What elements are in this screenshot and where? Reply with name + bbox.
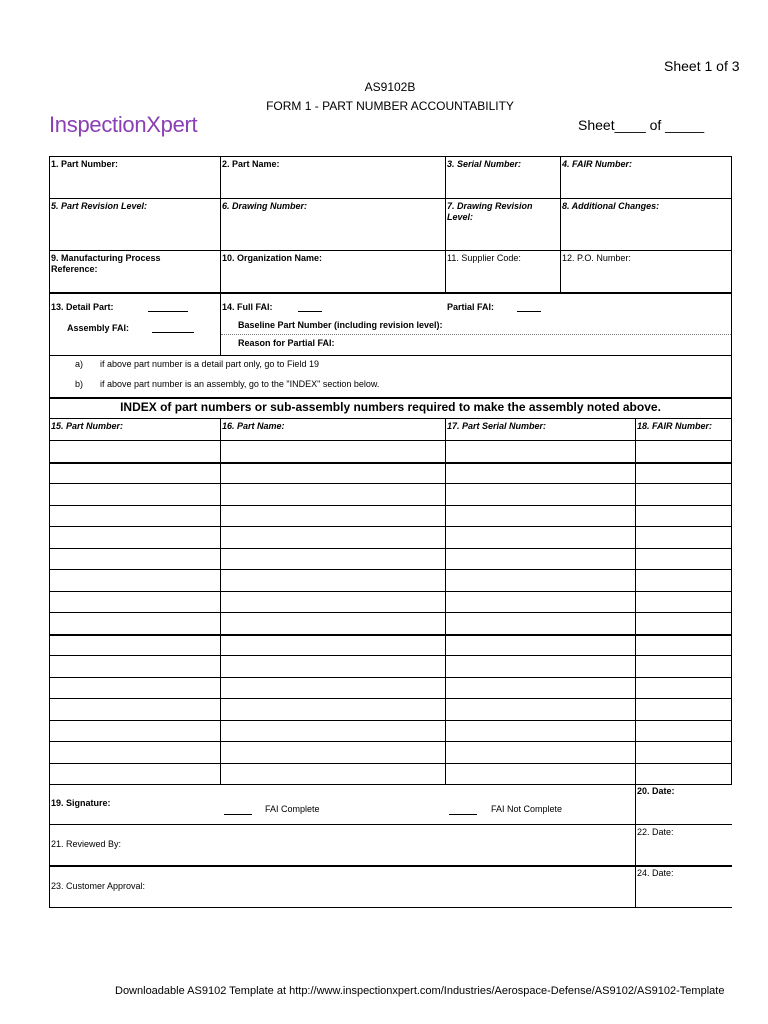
divider (49, 250, 732, 251)
assembly-fai-label[interactable]: Assembly FAI: (67, 323, 130, 333)
sheet-count-top: Sheet 1 of 3 (664, 58, 740, 74)
index-row-line (49, 505, 732, 506)
field-24-date[interactable]: 24. Date: (637, 868, 674, 878)
col-17-part-serial-number: 17. Part Serial Number: (447, 421, 547, 431)
index-row-line (49, 548, 732, 549)
field-11-supplier-code[interactable]: 11. Supplier Code: (447, 253, 521, 263)
field-5-part-revision-level[interactable]: 5. Part Revision Level: (51, 201, 148, 211)
field-22-date[interactable]: 22. Date: (637, 827, 674, 837)
divider (220, 293, 221, 355)
note-a-text: if above part number is a detail part only, go to Field 19 (100, 359, 319, 369)
field-9-manufacturing-process-reference[interactable]: 9. Manufacturing Process Reference: (51, 253, 161, 274)
field-3-serial-number[interactable]: 3. Serial Number: (447, 159, 522, 169)
fai-complete-blank[interactable] (224, 814, 252, 815)
field-7-drawing-revision-level[interactable]: 7. Drawing Revision Level: (447, 201, 533, 222)
index-row-line (49, 462, 732, 464)
field-23-customer-approval[interactable]: 23. Customer Approval: (51, 881, 146, 891)
divider (49, 292, 732, 294)
index-row-line (49, 677, 732, 678)
divider (49, 824, 732, 825)
divider (49, 355, 732, 356)
col-18-fair-number: 18. FAIR Number: (637, 421, 713, 431)
index-row-line (49, 634, 732, 636)
field-21-reviewed-by[interactable]: 21. Reviewed By: (51, 839, 122, 849)
divider (49, 865, 732, 867)
full-fai-blank[interactable] (298, 311, 322, 312)
partial-fai-blank[interactable] (517, 311, 541, 312)
index-row-line (49, 440, 732, 441)
index-row-line (49, 655, 732, 656)
index-title: INDEX of part numbers or sub-assembly numbers required to make the assembly noted above. (120, 400, 661, 414)
divider (49, 397, 732, 399)
index-row-line (49, 526, 732, 527)
index-row-line (49, 591, 732, 592)
fai-complete-label: FAI Complete (265, 804, 320, 814)
detail-part-blank[interactable] (148, 311, 188, 312)
note-b-text: if above part number is an assembly, go to the "INDEX" section below. (100, 379, 380, 389)
baseline-part-number-label[interactable]: Baseline Part Number (including revision level): (238, 320, 443, 330)
field-1-part-number[interactable]: 1. Part Number: (51, 159, 119, 169)
field-4-fair-number[interactable]: 4. FAIR Number: (562, 159, 633, 169)
divider (560, 156, 561, 293)
divider (49, 418, 732, 419)
dotted-divider (221, 334, 731, 335)
field-2-part-name[interactable]: 2. Part Name: (222, 159, 280, 169)
index-row-line (49, 698, 732, 699)
as9102-form-1 (49, 156, 732, 908)
note-b-label: b) (75, 379, 84, 389)
field-10-organization-name[interactable]: 10. Organization Name: (222, 253, 323, 263)
divider (445, 156, 446, 293)
index-row-line (49, 483, 732, 484)
index-row-line (49, 741, 732, 742)
divider (445, 418, 446, 784)
col-16-part-name: 16. Part Name: (222, 421, 285, 431)
divider (220, 156, 221, 293)
index-row-line (49, 612, 732, 613)
reason-partial-fai-label[interactable]: Reason for Partial FAI: (238, 338, 335, 348)
note-a-label: a) (75, 359, 84, 369)
standard-label: AS9102B (364, 80, 416, 94)
form-title: FORM 1 - PART NUMBER ACCOUNTABILITY (266, 99, 514, 113)
col-15-part-number: 15. Part Number: (51, 421, 124, 431)
divider (49, 198, 732, 199)
footer-url[interactable]: Downloadable AS9102 Template at http://www.inspectionxpert.com/Industries/Aerospace-Defense/AS9102/AS9102-Template (115, 985, 725, 997)
fai-not-complete-blank[interactable] (449, 814, 477, 815)
partial-fai-label[interactable]: Partial FAI: (447, 302, 495, 312)
field-19-signature[interactable]: 19. Signature: (51, 798, 111, 808)
fai-not-complete-label: FAI Not Complete (491, 804, 563, 814)
divider (220, 418, 221, 784)
field-8-additional-changes[interactable]: 8. Additional Changes: (562, 201, 660, 211)
divider (49, 784, 732, 785)
field-13-detail-part[interactable]: 13. Detail Part: (51, 302, 114, 312)
sheet-of-line: Sheet____ of _____ (578, 117, 705, 133)
inspectionxpert-logo: InspectionXpert (49, 112, 198, 137)
index-row-line (49, 569, 732, 570)
field-12-po-number[interactable]: 12. P.O. Number: (562, 253, 631, 263)
assembly-fai-blank[interactable] (152, 332, 194, 333)
field-14-full-fai[interactable]: 14. Full FAI: (222, 302, 273, 312)
field-20-date[interactable]: 20. Date: (637, 786, 675, 796)
field-6-drawing-number[interactable]: 6. Drawing Number: (222, 201, 308, 211)
index-row-line (49, 763, 732, 764)
divider (635, 418, 636, 908)
index-row-line (49, 720, 732, 721)
